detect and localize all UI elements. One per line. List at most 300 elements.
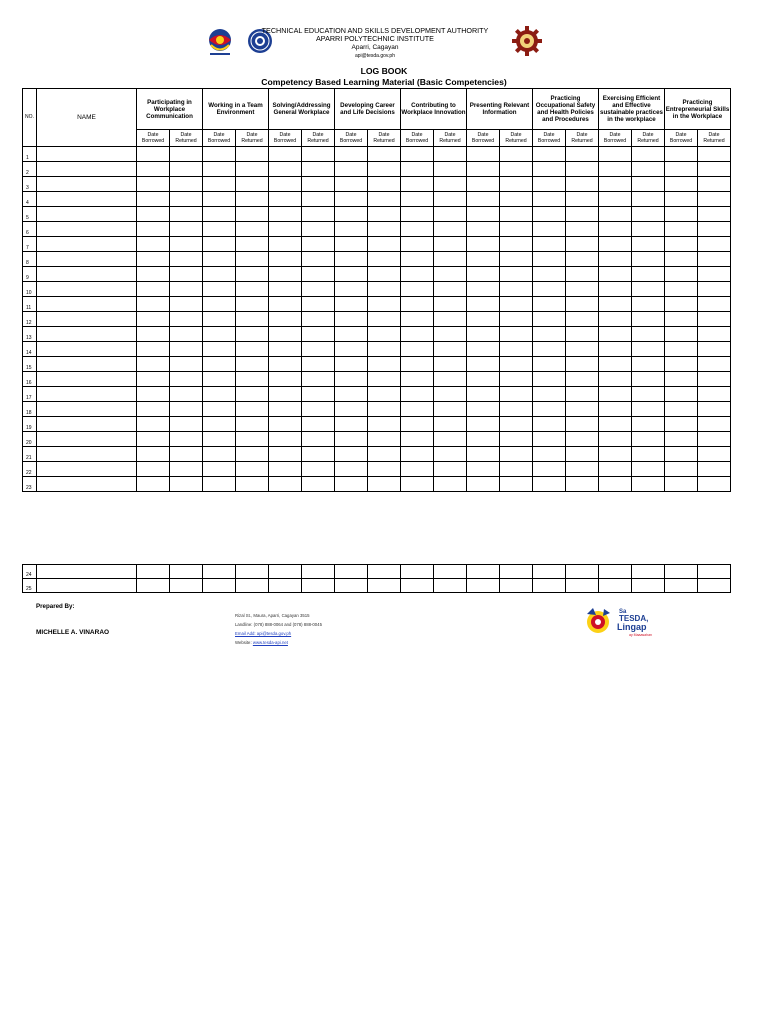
date-returned-cell[interactable] — [170, 402, 203, 417]
date-borrowed-cell[interactable] — [533, 207, 566, 222]
date-returned-cell[interactable] — [302, 579, 335, 593]
date-returned-cell[interactable] — [698, 462, 731, 477]
date-borrowed-cell[interactable] — [401, 237, 434, 252]
name-cell[interactable] — [37, 327, 137, 342]
date-borrowed-cell[interactable] — [203, 207, 236, 222]
date-borrowed-cell[interactable] — [599, 252, 632, 267]
name-cell[interactable] — [37, 477, 137, 492]
date-borrowed-cell[interactable] — [335, 162, 368, 177]
date-borrowed-cell[interactable] — [269, 387, 302, 402]
date-returned-cell[interactable] — [170, 477, 203, 492]
date-borrowed-cell[interactable] — [401, 565, 434, 579]
date-borrowed-cell[interactable] — [533, 402, 566, 417]
date-borrowed-cell[interactable] — [203, 357, 236, 372]
date-returned-cell[interactable] — [632, 177, 665, 192]
date-borrowed-cell[interactable] — [665, 237, 698, 252]
name-cell[interactable] — [37, 297, 137, 312]
date-returned-cell[interactable] — [368, 162, 401, 177]
date-returned-cell[interactable] — [302, 312, 335, 327]
date-returned-cell[interactable] — [434, 357, 467, 372]
date-borrowed-cell[interactable] — [269, 462, 302, 477]
date-returned-cell[interactable] — [236, 402, 269, 417]
date-borrowed-cell[interactable] — [665, 462, 698, 477]
date-returned-cell[interactable] — [632, 579, 665, 593]
date-returned-cell[interactable] — [302, 432, 335, 447]
date-borrowed-cell[interactable] — [137, 297, 170, 312]
date-borrowed-cell[interactable] — [137, 222, 170, 237]
date-returned-cell[interactable] — [368, 147, 401, 162]
name-cell[interactable] — [37, 162, 137, 177]
date-borrowed-cell[interactable] — [269, 417, 302, 432]
date-borrowed-cell[interactable] — [335, 462, 368, 477]
date-returned-cell[interactable] — [302, 417, 335, 432]
date-returned-cell[interactable] — [434, 462, 467, 477]
date-returned-cell[interactable] — [302, 192, 335, 207]
date-borrowed-cell[interactable] — [335, 177, 368, 192]
date-returned-cell[interactable] — [632, 565, 665, 579]
date-returned-cell[interactable] — [170, 565, 203, 579]
date-borrowed-cell[interactable] — [533, 432, 566, 447]
date-borrowed-cell[interactable] — [137, 282, 170, 297]
date-borrowed-cell[interactable] — [335, 312, 368, 327]
name-cell[interactable] — [37, 462, 137, 477]
date-returned-cell[interactable] — [566, 327, 599, 342]
date-borrowed-cell[interactable] — [599, 387, 632, 402]
date-returned-cell[interactable] — [566, 312, 599, 327]
name-cell[interactable] — [37, 372, 137, 387]
date-borrowed-cell[interactable] — [665, 447, 698, 462]
date-returned-cell[interactable] — [698, 207, 731, 222]
date-returned-cell[interactable] — [236, 462, 269, 477]
date-borrowed-cell[interactable] — [335, 207, 368, 222]
date-returned-cell[interactable] — [632, 282, 665, 297]
date-returned-cell[interactable] — [500, 282, 533, 297]
date-borrowed-cell[interactable] — [203, 387, 236, 402]
date-borrowed-cell[interactable] — [467, 162, 500, 177]
email-link[interactable]: Email Add: api@tesda.gov.ph — [235, 631, 292, 636]
date-borrowed-cell[interactable] — [533, 312, 566, 327]
name-cell[interactable] — [37, 357, 137, 372]
date-borrowed-cell[interactable] — [599, 579, 632, 593]
date-borrowed-cell[interactable] — [599, 357, 632, 372]
date-returned-cell[interactable] — [170, 162, 203, 177]
date-returned-cell[interactable] — [302, 207, 335, 222]
date-returned-cell[interactable] — [566, 147, 599, 162]
date-returned-cell[interactable] — [302, 447, 335, 462]
date-borrowed-cell[interactable] — [401, 462, 434, 477]
date-borrowed-cell[interactable] — [269, 432, 302, 447]
date-returned-cell[interactable] — [434, 237, 467, 252]
date-returned-cell[interactable] — [368, 237, 401, 252]
date-borrowed-cell[interactable] — [401, 282, 434, 297]
name-cell[interactable] — [37, 312, 137, 327]
date-borrowed-cell[interactable] — [269, 237, 302, 252]
date-returned-cell[interactable] — [566, 207, 599, 222]
date-borrowed-cell[interactable] — [269, 357, 302, 372]
date-returned-cell[interactable] — [500, 387, 533, 402]
date-returned-cell[interactable] — [698, 147, 731, 162]
date-returned-cell[interactable] — [566, 222, 599, 237]
date-borrowed-cell[interactable] — [269, 342, 302, 357]
date-returned-cell[interactable] — [170, 192, 203, 207]
date-borrowed-cell[interactable] — [335, 417, 368, 432]
date-returned-cell[interactable] — [170, 372, 203, 387]
date-returned-cell[interactable] — [632, 387, 665, 402]
date-returned-cell[interactable] — [632, 207, 665, 222]
date-borrowed-cell[interactable] — [533, 357, 566, 372]
date-borrowed-cell[interactable] — [467, 462, 500, 477]
date-returned-cell[interactable] — [368, 342, 401, 357]
date-borrowed-cell[interactable] — [203, 267, 236, 282]
date-borrowed-cell[interactable] — [599, 162, 632, 177]
date-returned-cell[interactable] — [170, 462, 203, 477]
date-borrowed-cell[interactable] — [335, 222, 368, 237]
date-borrowed-cell[interactable] — [467, 477, 500, 492]
date-borrowed-cell[interactable] — [335, 387, 368, 402]
date-returned-cell[interactable] — [566, 237, 599, 252]
date-borrowed-cell[interactable] — [599, 222, 632, 237]
date-returned-cell[interactable] — [434, 342, 467, 357]
date-returned-cell[interactable] — [434, 579, 467, 593]
date-returned-cell[interactable] — [236, 252, 269, 267]
date-returned-cell[interactable] — [632, 462, 665, 477]
date-borrowed-cell[interactable] — [269, 447, 302, 462]
date-returned-cell[interactable] — [434, 417, 467, 432]
date-returned-cell[interactable] — [236, 432, 269, 447]
date-returned-cell[interactable] — [236, 267, 269, 282]
date-returned-cell[interactable] — [500, 579, 533, 593]
name-cell[interactable] — [37, 342, 137, 357]
date-borrowed-cell[interactable] — [203, 402, 236, 417]
date-returned-cell[interactable] — [302, 297, 335, 312]
date-returned-cell[interactable] — [500, 267, 533, 282]
date-borrowed-cell[interactable] — [137, 447, 170, 462]
date-borrowed-cell[interactable] — [467, 312, 500, 327]
date-borrowed-cell[interactable] — [599, 462, 632, 477]
date-borrowed-cell[interactable] — [467, 147, 500, 162]
date-borrowed-cell[interactable] — [203, 162, 236, 177]
date-borrowed-cell[interactable] — [401, 372, 434, 387]
date-returned-cell[interactable] — [170, 222, 203, 237]
date-borrowed-cell[interactable] — [665, 282, 698, 297]
date-returned-cell[interactable] — [302, 387, 335, 402]
date-returned-cell[interactable] — [170, 387, 203, 402]
date-borrowed-cell[interactable] — [665, 327, 698, 342]
date-returned-cell[interactable] — [500, 207, 533, 222]
date-borrowed-cell[interactable] — [599, 432, 632, 447]
date-borrowed-cell[interactable] — [401, 402, 434, 417]
date-borrowed-cell[interactable] — [533, 297, 566, 312]
date-borrowed-cell[interactable] — [665, 222, 698, 237]
name-cell[interactable] — [37, 387, 137, 402]
date-returned-cell[interactable] — [698, 162, 731, 177]
date-returned-cell[interactable] — [632, 297, 665, 312]
date-returned-cell[interactable] — [302, 477, 335, 492]
date-borrowed-cell[interactable] — [665, 565, 698, 579]
date-returned-cell[interactable] — [302, 237, 335, 252]
date-borrowed-cell[interactable] — [665, 579, 698, 593]
name-cell[interactable] — [37, 252, 137, 267]
date-borrowed-cell[interactable] — [599, 192, 632, 207]
date-returned-cell[interactable] — [236, 162, 269, 177]
date-borrowed-cell[interactable] — [401, 432, 434, 447]
date-returned-cell[interactable] — [632, 237, 665, 252]
date-borrowed-cell[interactable] — [137, 327, 170, 342]
date-returned-cell[interactable] — [500, 192, 533, 207]
date-returned-cell[interactable] — [500, 177, 533, 192]
date-borrowed-cell[interactable] — [665, 402, 698, 417]
date-returned-cell[interactable] — [434, 312, 467, 327]
date-returned-cell[interactable] — [302, 147, 335, 162]
date-returned-cell[interactable] — [632, 402, 665, 417]
date-borrowed-cell[interactable] — [203, 342, 236, 357]
date-returned-cell[interactable] — [434, 297, 467, 312]
date-returned-cell[interactable] — [632, 252, 665, 267]
date-borrowed-cell[interactable] — [599, 177, 632, 192]
date-borrowed-cell[interactable] — [137, 357, 170, 372]
date-returned-cell[interactable] — [236, 222, 269, 237]
date-borrowed-cell[interactable] — [401, 579, 434, 593]
date-returned-cell[interactable] — [698, 579, 731, 593]
date-returned-cell[interactable] — [566, 565, 599, 579]
date-borrowed-cell[interactable] — [137, 372, 170, 387]
date-returned-cell[interactable] — [434, 565, 467, 579]
date-returned-cell[interactable] — [500, 222, 533, 237]
date-returned-cell[interactable] — [500, 432, 533, 447]
date-returned-cell[interactable] — [170, 327, 203, 342]
date-borrowed-cell[interactable] — [203, 447, 236, 462]
date-returned-cell[interactable] — [236, 387, 269, 402]
date-returned-cell[interactable] — [236, 207, 269, 222]
date-borrowed-cell[interactable] — [533, 177, 566, 192]
date-returned-cell[interactable] — [698, 252, 731, 267]
date-borrowed-cell[interactable] — [467, 357, 500, 372]
date-returned-cell[interactable] — [566, 402, 599, 417]
date-returned-cell[interactable] — [500, 162, 533, 177]
date-borrowed-cell[interactable] — [665, 162, 698, 177]
date-returned-cell[interactable] — [698, 447, 731, 462]
date-returned-cell[interactable] — [632, 147, 665, 162]
date-borrowed-cell[interactable] — [203, 579, 236, 593]
date-borrowed-cell[interactable] — [599, 417, 632, 432]
name-cell[interactable] — [37, 402, 137, 417]
date-borrowed-cell[interactable] — [335, 357, 368, 372]
date-borrowed-cell[interactable] — [335, 342, 368, 357]
date-borrowed-cell[interactable] — [401, 162, 434, 177]
date-returned-cell[interactable] — [236, 192, 269, 207]
date-borrowed-cell[interactable] — [467, 372, 500, 387]
date-borrowed-cell[interactable] — [665, 207, 698, 222]
date-returned-cell[interactable] — [170, 447, 203, 462]
date-returned-cell[interactable] — [170, 147, 203, 162]
date-borrowed-cell[interactable] — [533, 237, 566, 252]
date-borrowed-cell[interactable] — [137, 192, 170, 207]
date-borrowed-cell[interactable] — [335, 372, 368, 387]
date-borrowed-cell[interactable] — [599, 312, 632, 327]
date-borrowed-cell[interactable] — [533, 162, 566, 177]
date-returned-cell[interactable] — [698, 267, 731, 282]
name-cell[interactable] — [37, 237, 137, 252]
date-borrowed-cell[interactable] — [335, 267, 368, 282]
date-returned-cell[interactable] — [434, 447, 467, 462]
date-borrowed-cell[interactable] — [137, 579, 170, 593]
date-returned-cell[interactable] — [566, 267, 599, 282]
date-borrowed-cell[interactable] — [401, 222, 434, 237]
date-returned-cell[interactable] — [302, 267, 335, 282]
date-returned-cell[interactable] — [566, 162, 599, 177]
date-returned-cell[interactable] — [236, 357, 269, 372]
date-borrowed-cell[interactable] — [599, 447, 632, 462]
date-returned-cell[interactable] — [368, 177, 401, 192]
date-borrowed-cell[interactable] — [269, 267, 302, 282]
date-returned-cell[interactable] — [302, 372, 335, 387]
date-borrowed-cell[interactable] — [467, 387, 500, 402]
date-returned-cell[interactable] — [302, 282, 335, 297]
date-returned-cell[interactable] — [698, 282, 731, 297]
date-borrowed-cell[interactable] — [203, 327, 236, 342]
date-returned-cell[interactable] — [566, 579, 599, 593]
date-returned-cell[interactable] — [368, 207, 401, 222]
date-borrowed-cell[interactable] — [203, 297, 236, 312]
date-returned-cell[interactable] — [500, 447, 533, 462]
date-borrowed-cell[interactable] — [137, 177, 170, 192]
date-returned-cell[interactable] — [698, 192, 731, 207]
date-borrowed-cell[interactable] — [269, 177, 302, 192]
date-returned-cell[interactable] — [368, 477, 401, 492]
date-returned-cell[interactable] — [236, 312, 269, 327]
date-borrowed-cell[interactable] — [401, 207, 434, 222]
date-returned-cell[interactable] — [632, 162, 665, 177]
date-borrowed-cell[interactable] — [335, 565, 368, 579]
date-returned-cell[interactable] — [236, 477, 269, 492]
date-borrowed-cell[interactable] — [533, 222, 566, 237]
date-returned-cell[interactable] — [434, 162, 467, 177]
date-returned-cell[interactable] — [302, 565, 335, 579]
date-returned-cell[interactable] — [698, 387, 731, 402]
date-returned-cell[interactable] — [236, 282, 269, 297]
date-borrowed-cell[interactable] — [665, 372, 698, 387]
date-borrowed-cell[interactable] — [665, 387, 698, 402]
date-borrowed-cell[interactable] — [467, 342, 500, 357]
date-borrowed-cell[interactable] — [335, 237, 368, 252]
date-borrowed-cell[interactable] — [401, 297, 434, 312]
date-returned-cell[interactable] — [566, 462, 599, 477]
date-borrowed-cell[interactable] — [137, 162, 170, 177]
date-returned-cell[interactable] — [236, 417, 269, 432]
date-borrowed-cell[interactable] — [137, 207, 170, 222]
date-borrowed-cell[interactable] — [401, 252, 434, 267]
date-returned-cell[interactable] — [566, 342, 599, 357]
date-borrowed-cell[interactable] — [533, 327, 566, 342]
date-borrowed-cell[interactable] — [401, 267, 434, 282]
date-borrowed-cell[interactable] — [467, 417, 500, 432]
date-returned-cell[interactable] — [170, 297, 203, 312]
name-cell[interactable] — [37, 565, 137, 579]
date-returned-cell[interactable] — [500, 477, 533, 492]
date-returned-cell[interactable] — [368, 267, 401, 282]
date-returned-cell[interactable] — [170, 237, 203, 252]
date-returned-cell[interactable] — [302, 177, 335, 192]
date-borrowed-cell[interactable] — [467, 402, 500, 417]
date-borrowed-cell[interactable] — [533, 579, 566, 593]
date-returned-cell[interactable] — [302, 402, 335, 417]
date-borrowed-cell[interactable] — [665, 192, 698, 207]
name-cell[interactable] — [37, 192, 137, 207]
date-returned-cell[interactable] — [434, 477, 467, 492]
date-borrowed-cell[interactable] — [137, 312, 170, 327]
date-returned-cell[interactable] — [698, 237, 731, 252]
name-cell[interactable] — [37, 417, 137, 432]
date-borrowed-cell[interactable] — [203, 192, 236, 207]
date-borrowed-cell[interactable] — [533, 462, 566, 477]
name-cell[interactable] — [37, 267, 137, 282]
date-borrowed-cell[interactable] — [665, 177, 698, 192]
date-borrowed-cell[interactable] — [599, 237, 632, 252]
date-returned-cell[interactable] — [566, 282, 599, 297]
date-returned-cell[interactable] — [170, 282, 203, 297]
date-returned-cell[interactable] — [632, 477, 665, 492]
date-borrowed-cell[interactable] — [599, 207, 632, 222]
date-returned-cell[interactable] — [566, 252, 599, 267]
date-returned-cell[interactable] — [170, 312, 203, 327]
date-borrowed-cell[interactable] — [203, 282, 236, 297]
date-returned-cell[interactable] — [302, 327, 335, 342]
date-borrowed-cell[interactable] — [401, 327, 434, 342]
date-borrowed-cell[interactable] — [665, 297, 698, 312]
date-returned-cell[interactable] — [434, 252, 467, 267]
date-borrowed-cell[interactable] — [467, 447, 500, 462]
date-returned-cell[interactable] — [236, 372, 269, 387]
date-returned-cell[interactable] — [170, 417, 203, 432]
date-returned-cell[interactable] — [698, 402, 731, 417]
date-returned-cell[interactable] — [368, 402, 401, 417]
date-borrowed-cell[interactable] — [203, 237, 236, 252]
date-returned-cell[interactable] — [434, 327, 467, 342]
date-returned-cell[interactable] — [698, 477, 731, 492]
date-borrowed-cell[interactable] — [203, 312, 236, 327]
date-borrowed-cell[interactable] — [335, 297, 368, 312]
date-returned-cell[interactable] — [434, 192, 467, 207]
date-returned-cell[interactable] — [698, 432, 731, 447]
date-returned-cell[interactable] — [500, 312, 533, 327]
date-borrowed-cell[interactable] — [467, 267, 500, 282]
date-returned-cell[interactable] — [434, 222, 467, 237]
date-borrowed-cell[interactable] — [599, 282, 632, 297]
date-returned-cell[interactable] — [632, 357, 665, 372]
date-returned-cell[interactable] — [302, 342, 335, 357]
date-returned-cell[interactable] — [434, 177, 467, 192]
date-returned-cell[interactable] — [236, 177, 269, 192]
date-returned-cell[interactable] — [434, 267, 467, 282]
date-borrowed-cell[interactable] — [533, 267, 566, 282]
date-borrowed-cell[interactable] — [137, 477, 170, 492]
date-borrowed-cell[interactable] — [401, 447, 434, 462]
date-borrowed-cell[interactable] — [269, 282, 302, 297]
date-borrowed-cell[interactable] — [665, 312, 698, 327]
date-borrowed-cell[interactable] — [137, 402, 170, 417]
date-returned-cell[interactable] — [500, 417, 533, 432]
date-borrowed-cell[interactable] — [269, 579, 302, 593]
date-borrowed-cell[interactable] — [599, 297, 632, 312]
date-returned-cell[interactable] — [170, 267, 203, 282]
date-returned-cell[interactable] — [566, 297, 599, 312]
date-returned-cell[interactable] — [632, 327, 665, 342]
date-returned-cell[interactable] — [500, 297, 533, 312]
date-returned-cell[interactable] — [632, 222, 665, 237]
date-borrowed-cell[interactable] — [467, 252, 500, 267]
date-borrowed-cell[interactable] — [335, 147, 368, 162]
date-borrowed-cell[interactable] — [203, 462, 236, 477]
